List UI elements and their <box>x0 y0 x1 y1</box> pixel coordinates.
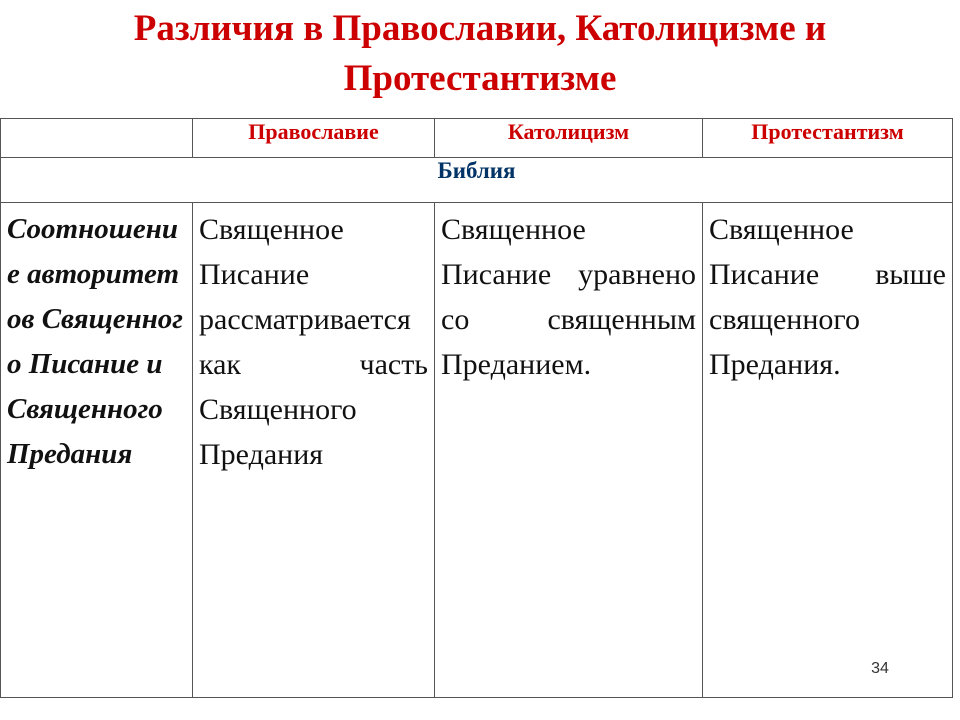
table-header-row <box>1 119 953 158</box>
cell-protestantism: Священное Писание выше священного Предания. <box>703 203 953 698</box>
header-protestantism: Протестантизм <box>703 119 953 158</box>
slide-title-line-1: Различия в Православии, Католицизме и <box>133 8 827 49</box>
row-header: Соотношение авторитетов Священного Писание и Священного Предания <box>1 203 193 698</box>
header-catholicism: Католицизм <box>435 119 703 158</box>
header-orthodoxy: Православие <box>193 119 435 158</box>
slide-title-line-2: Протестантизме <box>343 58 617 99</box>
comparison-table <box>0 118 953 698</box>
section-title: Библия <box>1 158 953 203</box>
cell-catholicism: Священное Писание уравнено со священным Преданием. <box>435 203 703 698</box>
table-row <box>1 203 953 698</box>
slide-title <box>0 4 960 104</box>
page-number: 34 <box>871 660 889 677</box>
section-row <box>1 158 953 203</box>
cell-orthodoxy: Священное Писание рассматривается как часть Священного Предания <box>193 203 435 698</box>
header-empty-cell <box>1 119 193 158</box>
